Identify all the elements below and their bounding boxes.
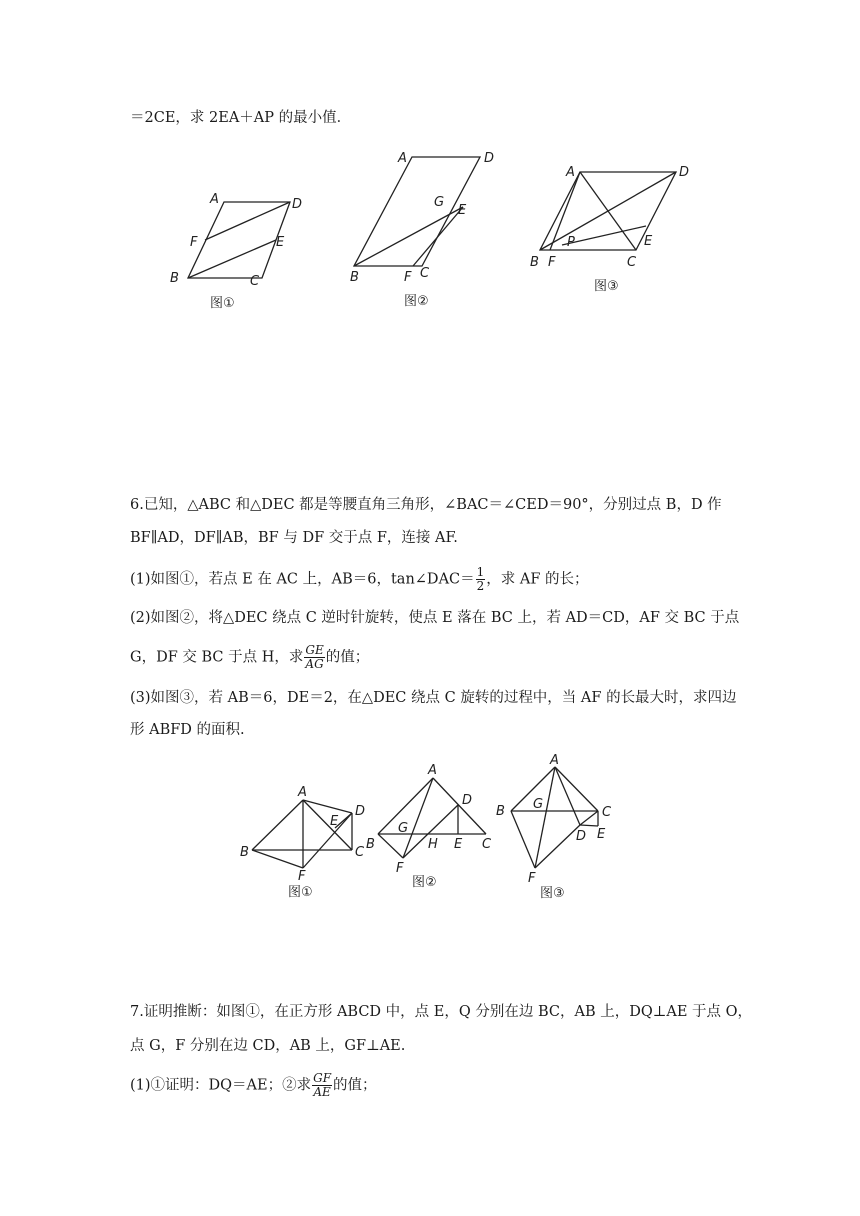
label-b: B (366, 837, 375, 852)
label-b: B (530, 255, 539, 270)
label-a: A (210, 192, 219, 207)
denominator: AE (313, 1085, 331, 1099)
label-c: C (420, 266, 430, 281)
segment-fg (413, 207, 463, 266)
label-e: E (276, 235, 285, 250)
label-a: A (398, 151, 407, 166)
label-d: D (576, 829, 587, 844)
segment-bf (252, 850, 303, 868)
label-c: C (355, 845, 365, 860)
label-d: D (484, 151, 495, 166)
caption: 图① (210, 296, 235, 311)
label-d: D (462, 793, 473, 808)
label-p: P (567, 235, 575, 250)
segment-af (535, 767, 555, 868)
segment-ac (555, 767, 598, 811)
label-a: A (428, 763, 437, 778)
q6-figure-1 (240, 785, 365, 900)
numerator: GF (313, 1071, 332, 1085)
label-d: D (292, 197, 303, 212)
q6-figure-3 (496, 753, 612, 901)
text-line: 形 ABFD 的面积. (130, 722, 245, 738)
numerator: 1 (476, 565, 485, 579)
label-b: B (496, 804, 505, 819)
label-e: E (454, 837, 463, 852)
text-segment: (1)①证明：DQ＝AE；②求 (130, 1077, 312, 1094)
label-a: A (550, 753, 559, 768)
text-line: BF∥AD，DF∥AB，BF 与 DF 交于点 F，连接 AF. (130, 530, 458, 546)
segment-de (580, 825, 598, 826)
q6-figure-2 (366, 763, 492, 890)
denominator: 2 (476, 579, 485, 593)
label-c: C (602, 805, 612, 820)
segment-cd (580, 811, 598, 825)
label-e: E (644, 234, 653, 249)
segment-be (188, 240, 276, 278)
label-b: B (170, 271, 179, 286)
caption: 图③ (540, 886, 565, 901)
segment-ad (303, 800, 352, 813)
segment-fd (303, 813, 352, 868)
label-d: D (679, 165, 690, 180)
label-b: B (350, 270, 359, 285)
question-6-part-3: (3)如图③，若 AB＝6，DE＝2，在△DEC 绕点 C 旋转的过程中，当 AF 的长最大时，求四边 (130, 690, 737, 706)
text-line: 点 G，F 分别在边 CD，AB 上，GF⊥AE. (130, 1038, 406, 1054)
label-f: F (298, 869, 306, 884)
caption: 图① (288, 885, 313, 900)
question-7-intro: 7.证明推断：如图①，在正方形 ABCD 中，点 E，Q 分别在边 BC，AB 上，DQ⊥AE 于点 O， (130, 1004, 753, 1020)
top-figure-3 (530, 165, 689, 294)
segment-bf (378, 834, 403, 858)
label-g: G (434, 195, 445, 210)
segment-ac (433, 778, 486, 834)
label-f: F (396, 861, 404, 876)
denominator: AG (305, 657, 324, 671)
label-c: C (482, 837, 492, 852)
label-a: A (298, 785, 307, 800)
label-a: A (566, 165, 575, 180)
label-c: C (250, 274, 260, 289)
label-g: G (398, 821, 409, 836)
text-segment: 的值； (333, 1077, 377, 1094)
segment-bf (511, 811, 535, 868)
label-f: F (190, 235, 198, 250)
text-segment: (1)如图①，若点 E 在 AC 上，AB＝6，tan∠DAC＝ (130, 571, 475, 588)
text-segment: ，求 AF 的长； (486, 571, 589, 588)
text-line: ＝2CE，求 2EA＋AP 的最小值． (130, 110, 352, 126)
label-g: G (533, 797, 544, 812)
label-c: C (627, 255, 637, 270)
label-h: H (428, 837, 438, 852)
question-6-part-2: (2)如图②，将△DEC 绕点 C 逆时针旋转，使点 E 落在 BC 上，若 AD＝CD，AF 交 BC 于点 (130, 610, 740, 626)
label-d: D (355, 804, 366, 819)
top-figure-2 (350, 151, 494, 309)
segment-ba (252, 800, 303, 850)
caption: 图② (404, 294, 429, 309)
label-e: E (458, 203, 467, 218)
label-e: E (597, 827, 606, 842)
label-b: B (240, 845, 249, 860)
label-f: F (404, 270, 412, 285)
caption: 图③ (594, 279, 619, 294)
segment-ad (555, 767, 580, 825)
label-e: E (330, 814, 339, 829)
question-6-intro: 6.已知，△ABC 和△DEC 都是等腰直角三角形，∠BAC＝∠CED＝90°，分别过点 B，D 作 (130, 497, 722, 513)
label-f: F (548, 255, 556, 270)
top-figure-1 (170, 192, 302, 311)
text-segment: G，DF 交 BC 于点 H，求 (130, 649, 304, 666)
segment-af (550, 172, 580, 250)
text-segment: 的值； (325, 649, 370, 666)
caption: 图② (412, 875, 437, 890)
numerator: GE (305, 643, 324, 657)
segment-ac (303, 800, 352, 850)
label-f: F (528, 871, 536, 886)
